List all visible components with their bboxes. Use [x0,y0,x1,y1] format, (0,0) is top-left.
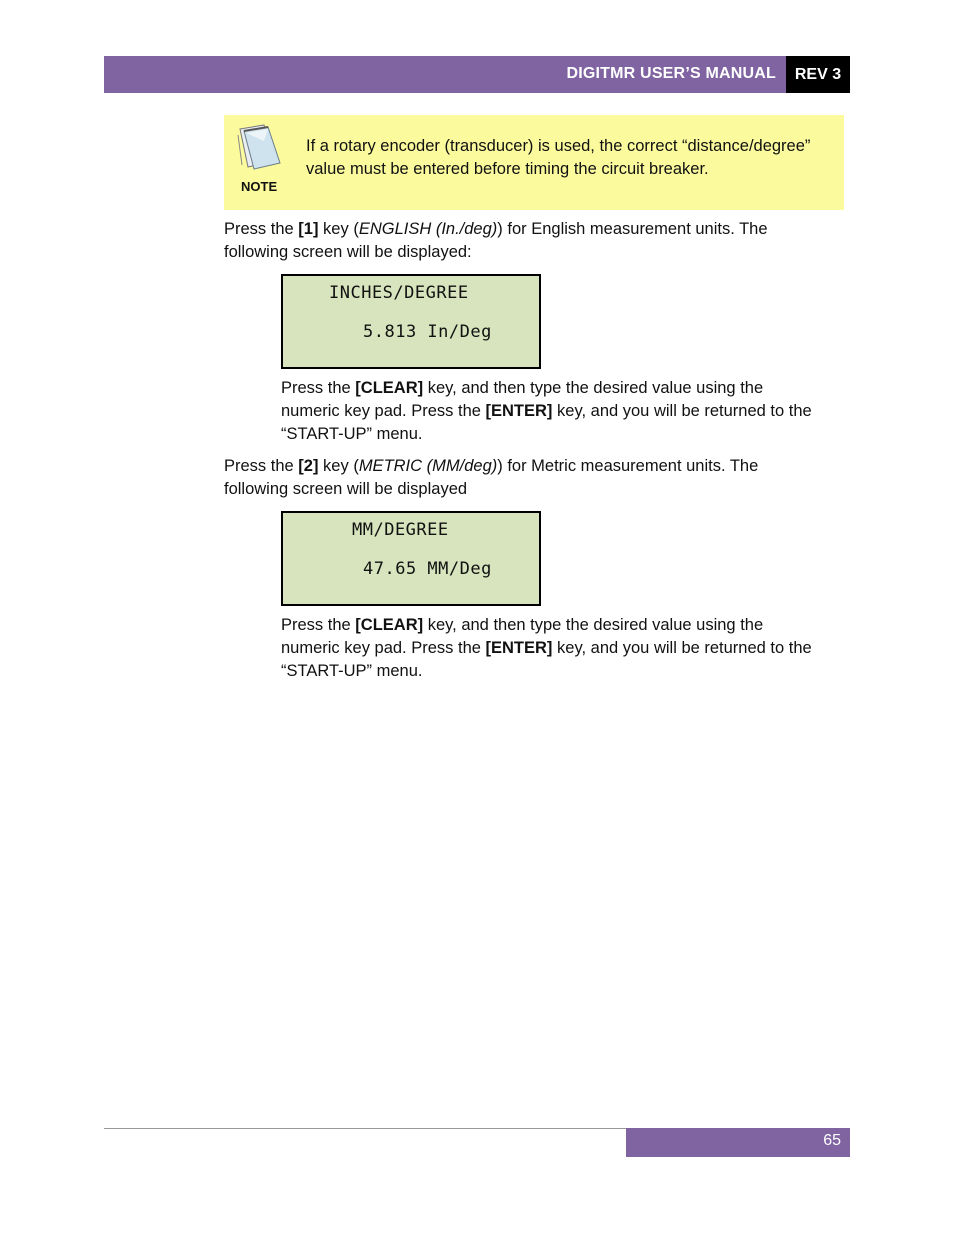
lcd-line-1: INCHES/DEGREE [329,283,469,303]
note-box [224,115,844,210]
key-1: [1] [298,220,319,238]
clear-key: [CLEAR] [355,616,424,634]
key-2: [2] [298,457,319,475]
english-paragraph [224,218,814,264]
text: ) for English measurement units. The following screen will be displayed: [224,220,768,261]
metric-instructions [281,614,826,683]
header-bar [104,56,786,93]
page-number: 65 [823,1132,841,1149]
english-instructions [281,377,826,446]
footer-divider [104,1128,626,1129]
option-english: ENGLISH (In./deg) [358,220,498,238]
metric-paragraph [224,455,814,501]
text: key, and you will be returned to the “START-UP” menu. [281,402,812,443]
text: Press the [224,457,299,475]
lcd-line-2: 47.65 MM/Deg [363,559,492,579]
lcd-screen-metric [281,511,541,606]
clear-key: [CLEAR] [355,379,424,397]
text: ) for Metric measurement units. The following screen will be displayed [224,457,759,498]
revision-badge: REV 3 [786,56,850,93]
text: key, and then type the desired value using the numeric key pad. Press the [281,379,764,420]
lcd-line-1: MM/DEGREE [352,520,449,540]
text: Press the [224,220,299,238]
text: key, and you will be returned to the “START-UP” menu. [281,639,812,680]
note-text: If a rotary encoder (transducer) is used, the correct “distance/degree” value must be entered before timing the circuit breaker. [306,137,811,178]
manual-title: DIGITMR USER’S MANUAL [566,65,776,82]
lcd-screen-english [281,274,541,369]
text: Press the [281,379,356,397]
lcd-line-2: 5.813 In/Deg [363,322,492,342]
enter-key: [ENTER] [485,402,553,420]
notepad-icon [234,121,286,173]
note-label: NOTE [241,179,278,194]
text: Press the [281,616,356,634]
text: key ( [318,220,359,238]
enter-key: [ENTER] [485,639,553,657]
option-metric: METRIC (MM/deg) [358,457,498,475]
text: key ( [318,457,359,475]
footer-bar [626,1128,850,1157]
text: key, and then type the desired value using the numeric key pad. Press the [281,616,764,657]
